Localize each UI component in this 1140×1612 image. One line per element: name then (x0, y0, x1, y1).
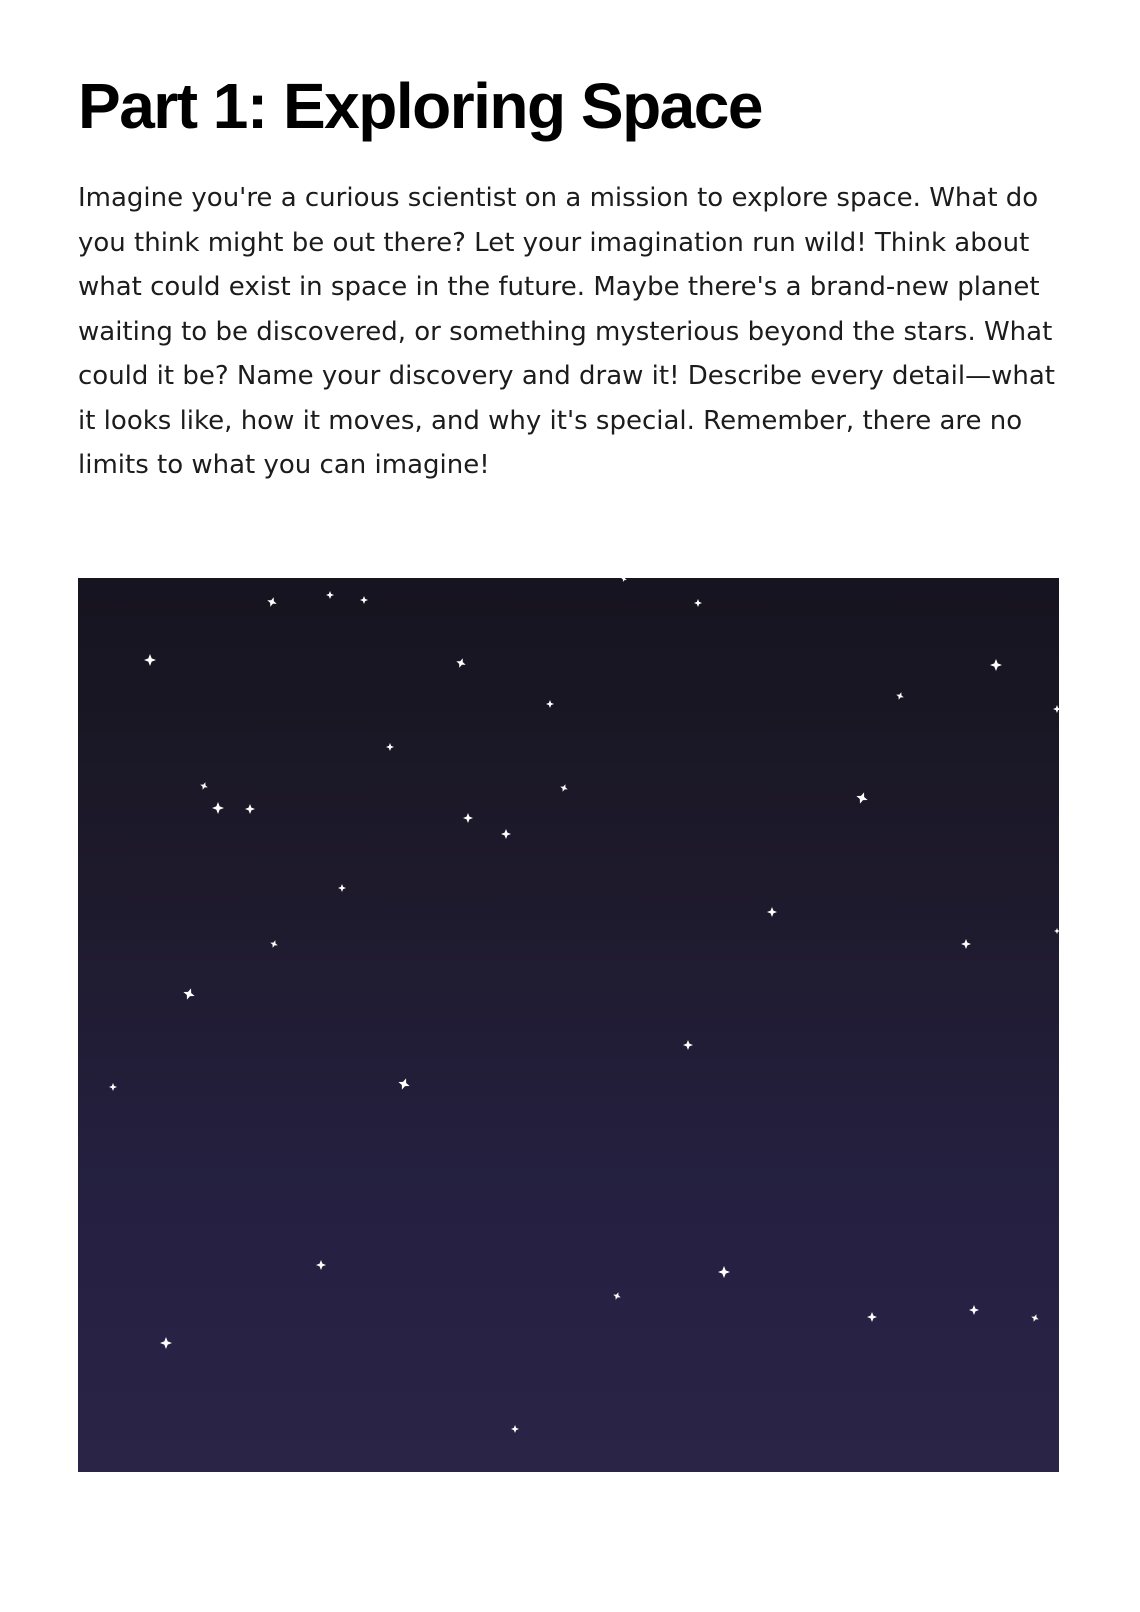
star-icon (718, 1266, 730, 1278)
star-icon (360, 596, 368, 604)
star-icon (546, 700, 554, 708)
star-icon (338, 884, 346, 892)
star-icon (245, 804, 255, 814)
star-icon (969, 1305, 979, 1315)
star-icon (144, 654, 156, 666)
star-icon (895, 691, 905, 701)
starry-drawing-area[interactable] (78, 578, 1059, 1472)
star-icon (1030, 1313, 1040, 1323)
star-icon (181, 986, 196, 1001)
star-icon (160, 1337, 172, 1349)
page-title: Part 1: Exploring Space (78, 70, 762, 142)
star-icon (1054, 928, 1059, 934)
star-icon (683, 1040, 693, 1050)
star-icon (199, 781, 209, 791)
star-icon (455, 657, 468, 670)
star-icon (212, 802, 224, 814)
star-icon (269, 939, 279, 949)
star-icon (501, 829, 511, 839)
star-icon (767, 907, 777, 917)
star-icon (386, 743, 394, 751)
star-icon (326, 591, 334, 599)
star-icon (559, 783, 569, 793)
star-icon (867, 1312, 877, 1322)
star-icon (463, 813, 473, 823)
star-icon (316, 1260, 326, 1270)
star-icon (511, 1425, 519, 1433)
starfield (78, 578, 1059, 1472)
star-icon (694, 599, 702, 607)
star-icon (620, 578, 628, 583)
instructions-paragraph: Imagine you're a curious scientist on a mission to explore space. What do you think might be out there? Let your imagination run wild! Think about what could exist in space in the future. Maybe there's a brand-new planet waiting to be discovered, or something mysterious beyond the stars. What could it be? Name your discovery and draw it! Describe every detail—what it looks like, how it moves, and why it's special. Remember, there are no limits to what you can imagine! (78, 183, 1055, 480)
star-icon (1053, 705, 1059, 713)
star-icon (990, 659, 1002, 671)
star-icon (396, 1076, 411, 1091)
star-icon (266, 596, 279, 609)
star-icon (612, 1291, 622, 1301)
star-icon (109, 1083, 117, 1091)
star-icon (961, 939, 971, 949)
star-icon (854, 790, 869, 805)
